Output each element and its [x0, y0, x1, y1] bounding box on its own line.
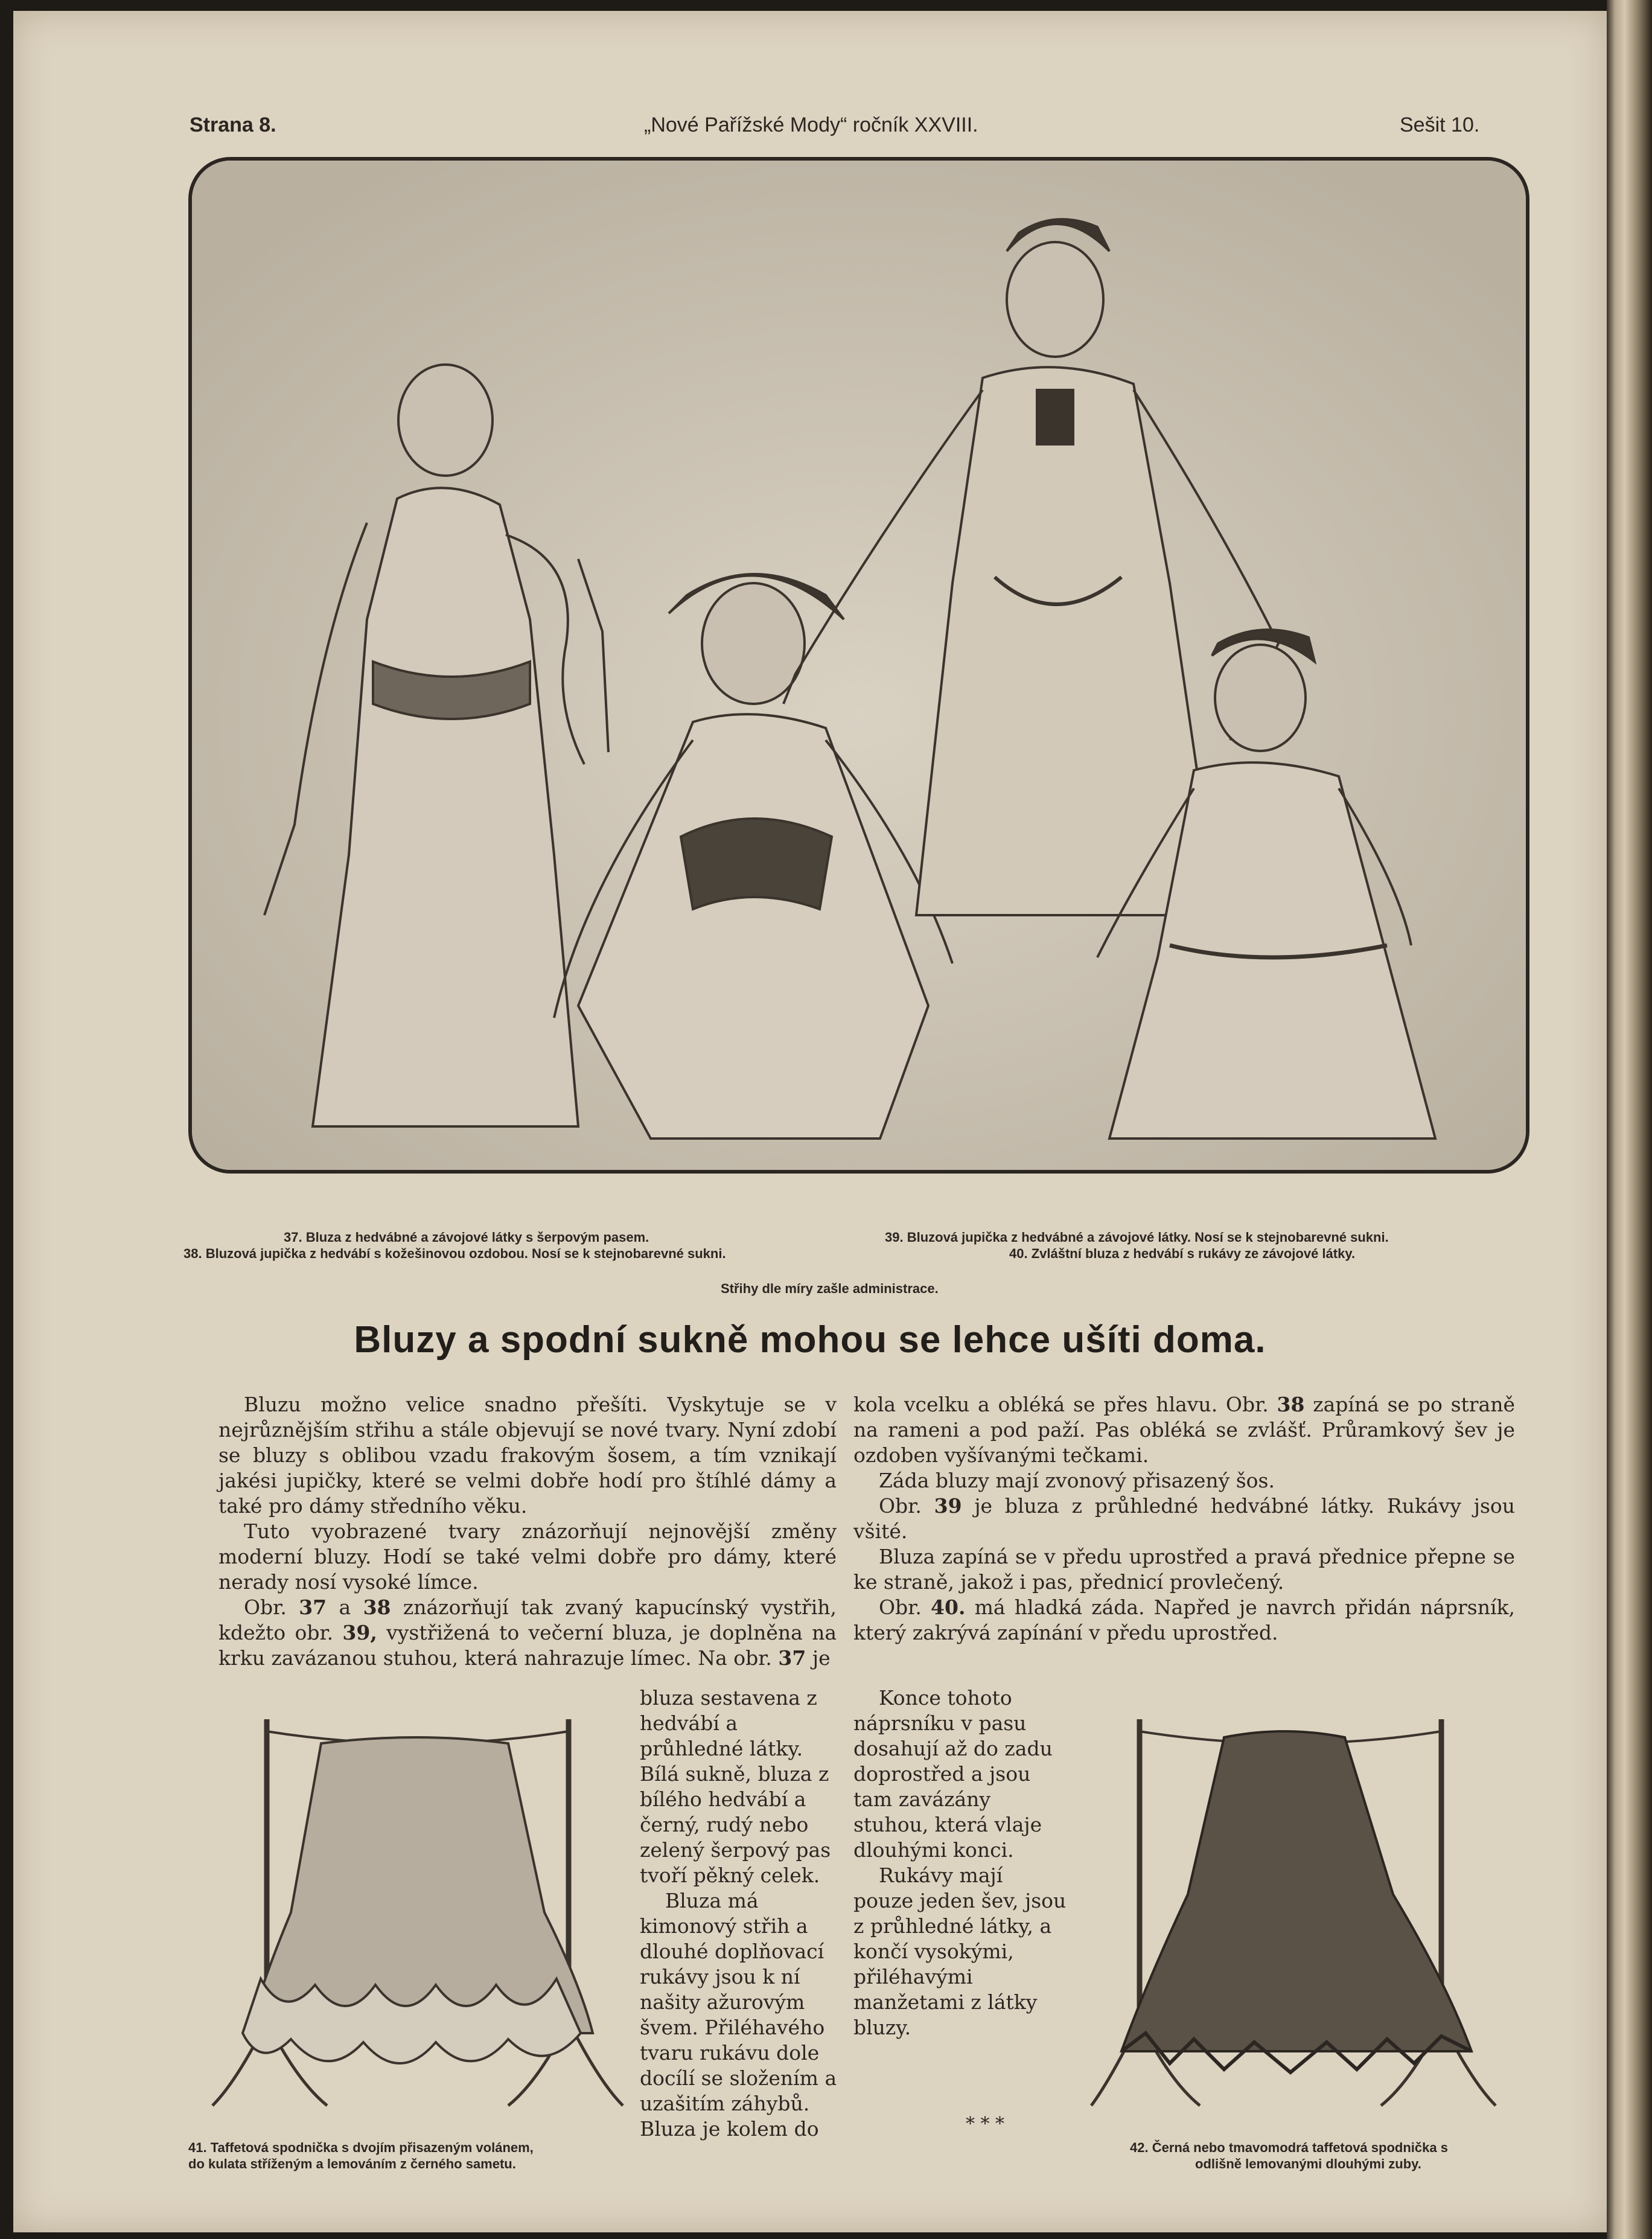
page-number: Strana 8.: [190, 113, 276, 136]
caption-figure-37: 37. Bluza z hedvábné a závojové látky s šerpovým pasem.: [284, 1230, 649, 1245]
article-right-column: [853, 1392, 1515, 1646]
magazine-page: [13, 11, 1607, 2232]
section-divider-stars: * * *: [965, 2113, 1005, 2135]
publication-title: „Nové Pařížské Mody“ ročník XXVIII.: [644, 113, 978, 136]
paragraph: Obr. 37 a 38 znázorňují tak zvaný kapucínský vystřih, kdežto obr. 39, vystřižená to večerní bluza, je doplněna na krku zavázanou stuhou, která nahrazuje límec. Na obr. 37 je: [218, 1595, 837, 1670]
paragraph: bluza sestavena z hedvábí a průhledné látky. Bílá sukně, bluza z bílého hedvábí a černý, rudý nebo zelený šerpový pas tvoří pěkný celek.: [640, 1686, 831, 1887]
paragraph: Tuto vyobrazené tvary znázorňují nejnovější změny moderní bluzy. Hodí se také velmi dobře pro dámy, které nerady nosí vysoké límce.: [218, 1519, 837, 1594]
paragraph: Bluza zapíná se v předu uprostřed a pravá přednice přepne se ke straně, jakož i pas, přednicí provlečený.: [853, 1545, 1515, 1594]
paragraph: Obr. 40. má hladká záda. Napřed je navrch přidán náprsník, který zakrývá zapínání v předu uprostřed.: [853, 1595, 1515, 1644]
issue-number: Sešit 10.: [1400, 113, 1480, 136]
caption-figure-38: 38. Bluzová jupička z hedvábí s kožešinovou ozdobou. Nosí se k stejnobarevné sukni.: [183, 1246, 726, 1261]
caption-figure-39: 39. Bluzová jupička z hedvábné a závojové látky. Nosí se k stejnobarevné sukni.: [885, 1230, 1389, 1245]
paragraph: kola vcelku a obléká se přes hlavu. Obr. 38 zapíná se po straně na rameni a pod paží. Pas obléká se zvlášť. Průramkový šev je ozdoben vyšívanými tečkami.: [853, 1393, 1515, 1467]
article-right-narrow-column: [853, 1685, 1067, 2040]
petticoat-figure-41: [194, 1695, 641, 2118]
paragraph: Obr. 39 je bluza z průhledné hedvábné látky. Rukávy jsou všité.: [853, 1494, 1516, 1543]
book-spine-edge: [1607, 0, 1652, 2239]
paragraph: Záda bluzy mají zvonový přisazený šos.: [879, 1469, 1275, 1492]
paragraph: Bluza má kimonový střih a dlouhé doplňovací rukávy jsou k ní našity ažurovým švem. Přiléhavého tvaru rukávu dole docílí se složením a uzašitím záhybů. Bluza je kolem do: [640, 1889, 837, 2141]
article-left-column: [218, 1392, 837, 1671]
paragraph: Bluzu možno velice snadno přešíti. Vyskytuje se v nejrůznějším střihu a stále objevují se nové tvary. Nyní zdobí se bluzy s oblibou vzadu frakovým šosem, a tím vznikají jakési jupičky, které se velmi dobře hodí pro štíhlé dámy a také pro dámy středního věku.: [218, 1393, 837, 1518]
caption-figure-41-line1: 41. Taffetová spodnička s dvojím přisazeným volánem,: [188, 2140, 534, 2155]
patterns-note: Střihy dle míry zašle administrace.: [721, 1281, 939, 1296]
petticoat-figure-42: [1085, 1695, 1502, 2118]
caption-figure-42-line2: odlišně lemovanými dlouhými zuby.: [1195, 2156, 1421, 2171]
article-left-narrow-column: [640, 1685, 839, 2142]
article-headline: Bluzy a spodní sukně mohou se lehce ušíti doma.: [354, 1319, 1266, 1361]
fashion-plate-illustration: [188, 157, 1529, 1174]
caption-figure-42-line1: 42. Černá nebo tmavomodrá taffetová spodnička s: [1130, 2140, 1448, 2155]
paragraph: Konce tohoto náprsníku v pasu dosahují až do zadu doprostřed a jsou tam zavázány stuhou, která vlaje dlouhými konci.: [853, 1686, 1053, 1862]
caption-figure-41-line2: do kulata stříženým a lemováním z černého sametu.: [188, 2156, 516, 2171]
paragraph: Rukávy mají pouze jeden šev, jsou z průhledné látky, a končí vysokými, přiléhavými manžetami z látky bluzy.: [853, 1864, 1067, 2039]
caption-figure-40: 40. Zvláštní bluza z hedvábí s rukávy ze závojové látky.: [1009, 1246, 1356, 1261]
